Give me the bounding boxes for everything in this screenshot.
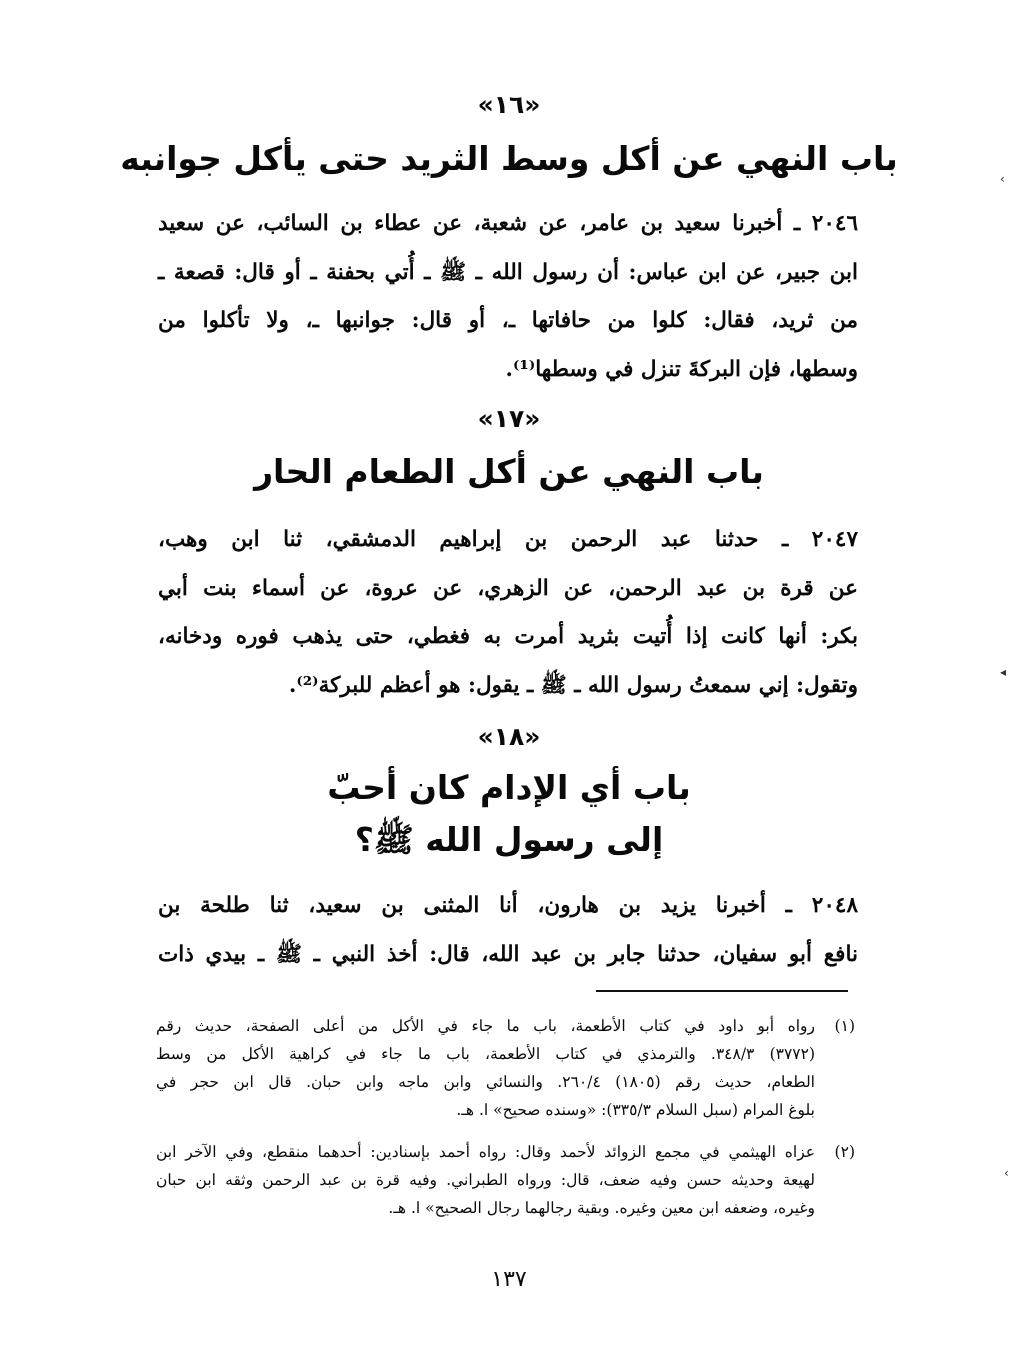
footnote-line: لهيعة وحديثه حسن وفيه ضعف، قال: ورواه الطبراني. وفيه قرة بن عبد الرحمن وثقه ابن حبان [156, 1171, 815, 1189]
footnote-line: (٣٧٧٢) ٣٤٨/٣. والترمذي في كتاب الأطعمة، باب ما جاء في كراهية الأكل من وسط [156, 1045, 815, 1063]
chapter-title: باب النهي عن أكل الطعام الحار [254, 452, 764, 491]
footnote [156, 1012, 855, 1124]
footnote-line: وغيره، وضعفه ابن معين وغيره. وبقية رجالهما رجال الصحيح» ا. هـ. [388, 1199, 815, 1217]
footnote-marker: (١) [834, 1017, 855, 1035]
footnote-line: بلوغ المرام (سبل السلام ٣٣٥/٣): «وسنده صحيح» ا. هـ. [456, 1101, 815, 1119]
footnote-separator [596, 990, 848, 992]
scan-edge-mark: ◂ [1000, 665, 1007, 679]
section-number: «١٨» [477, 722, 541, 751]
section-number: «١٧» [477, 404, 541, 433]
hadith-paragraph [158, 200, 858, 394]
scan-edge-mark: › [1000, 172, 1005, 186]
paragraph-line: عن قرة بن عبد الرحمن، عن الزهري، عن عروة، عن أسماء بنت أبي [158, 575, 858, 601]
footnote-line: رواه أبو داود في كتاب الأطعمة، باب ما جاء في الأكل من أعلى الصفحة، حديث رقم [156, 1017, 815, 1035]
paragraph-line: ابن جبير، عن ابن عباس: أن رسول الله ـ ﷺ ـ أُتي بحفنة ـ أو قال: قصعة ـ [158, 259, 858, 285]
footnote-body [156, 1138, 815, 1222]
paragraph-line: وتقول: إني سمعتُ رسول الله ـ ﷺ ـ يقول: هو أعظم للبركة⁽²⁾. [288, 672, 858, 698]
scan-edge-mark: › [1004, 1166, 1009, 1180]
footnote-line: عزاه الهيثمي في مجمع الزوائد لأحمد وقال: رواه أحمد بإسنادين: أحدهما منقطع، وفي الآخر ابن [156, 1143, 815, 1161]
hadith-paragraph [158, 882, 858, 979]
paragraph-line: بكر: أنها كانت إذا أُتيت بثريد أمرت به فغطي، حتى يذهب فوره ودخانه، [158, 624, 858, 649]
hadith-paragraph [158, 516, 858, 710]
footnote-marker: (٢) [834, 1143, 855, 1161]
paragraph-line: ٢٠٤٨ ـ أخبرنا يزيد بن هارون، أنا المثنى بن سعيد، ثنا طلحة بن [158, 893, 858, 918]
footnote-line: الطعام، حديث رقم (١٨٠٥) ٢٦٠/٤. والنسائي وابن ماجه وابن حبان. قال ابن حجر في [156, 1073, 815, 1091]
paragraph-line: وسطها، فإن البركةَ تنزل في وسطها⁽¹⁾. [505, 356, 858, 382]
section-number: «١٦» [477, 90, 541, 119]
paragraph-line: ٢٠٤٧ ـ حدثنا عبد الرحمن بن إبراهيم الدمشقي، ثنا ابن وهب، [158, 527, 858, 552]
footnote [156, 1138, 855, 1222]
footnote-body [156, 1012, 815, 1124]
paragraph-line: ٢٠٤٦ ـ أخبرنا سعيد بن عامر، عن شعبة، عن عطاء بن السائب، عن سعيد [158, 211, 858, 236]
chapter-title: باب أي الإدام كان أحبّ [327, 768, 691, 807]
page-number: ١٣٧ [491, 1267, 527, 1292]
paragraph-line: من ثريد، فقال: كلوا من حافاتها ـ، أو قال: جوانبها ـ، ولا تأكلوا من [158, 308, 858, 333]
chapter-title-line-2: إلى رسول الله ﷺ؟ [354, 820, 664, 859]
chapter-title: باب النهي عن أكل وسط الثريد حتى يأكل جوانبه [120, 139, 898, 178]
paragraph-line: نافع أبو سفيان، حدثنا جابر بن عبد الله، قال: أخذ النبي ـ ﷺ ـ بيدي ذات [158, 941, 858, 967]
